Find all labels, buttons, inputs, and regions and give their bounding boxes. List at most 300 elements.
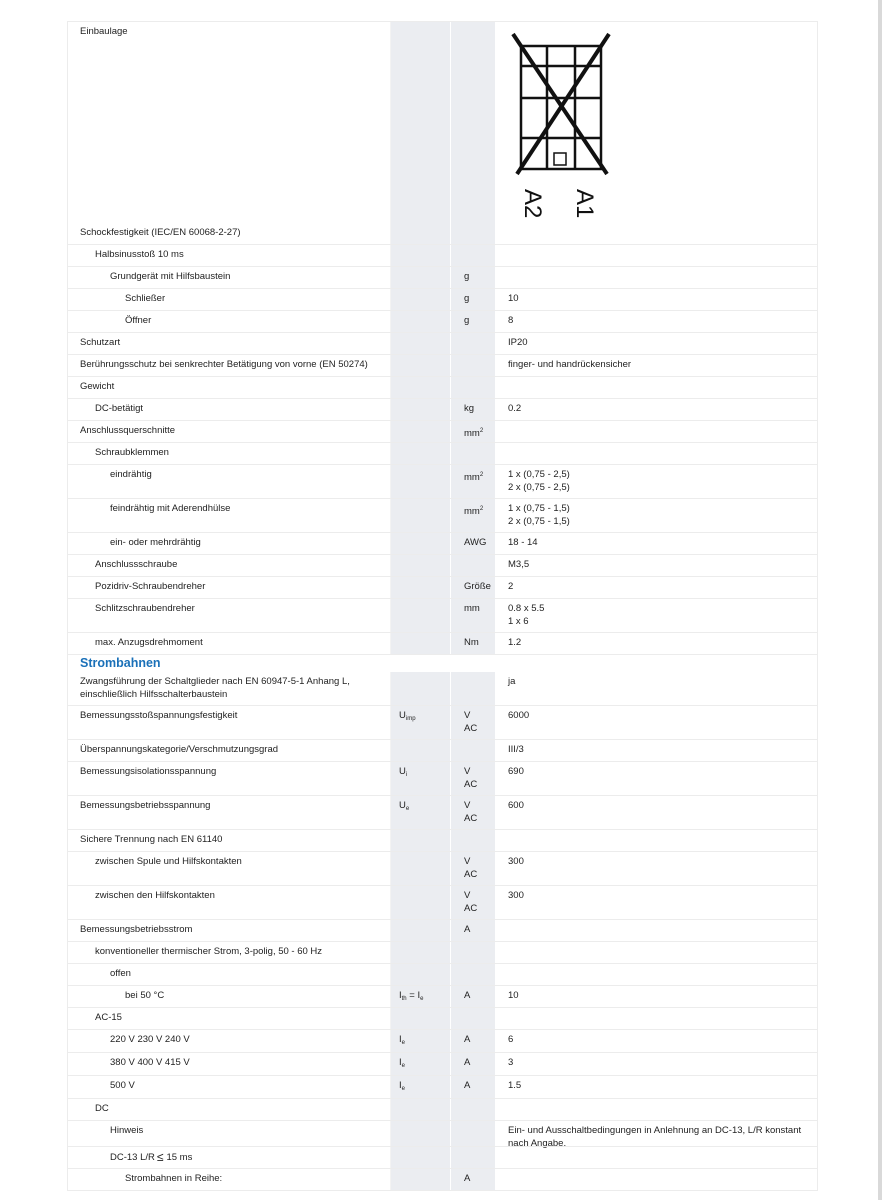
value-cell	[495, 355, 817, 376]
row-label-cell	[68, 599, 390, 632]
row-label-cell	[68, 333, 390, 354]
symbol-cell	[390, 245, 450, 266]
value-cell	[495, 920, 817, 941]
row-label-cell	[68, 1099, 390, 1120]
table-row	[68, 464, 817, 498]
unit-line-2: AC	[464, 722, 478, 734]
table-row	[68, 598, 817, 632]
unit-cell	[450, 289, 495, 310]
value: 6	[508, 1034, 514, 1045]
unit-cell	[450, 443, 495, 464]
symbol-cell	[390, 465, 450, 498]
value-line-2: 2 x (0,75 - 2,5)	[508, 481, 570, 493]
unit-cell	[450, 223, 495, 244]
value: 600	[508, 800, 524, 811]
symbol-cell	[390, 1030, 450, 1052]
unit-cell	[450, 599, 495, 632]
row-label: feindrähtig mit Aderendhülse	[110, 503, 231, 514]
row-label-cell	[68, 465, 390, 498]
value: ja	[508, 676, 516, 687]
unit: V	[464, 800, 471, 811]
row-label: 500 V	[110, 1080, 135, 1091]
unit: mm	[464, 506, 480, 517]
unit: V	[464, 710, 471, 721]
value-cell	[495, 443, 817, 464]
table-row	[68, 1007, 817, 1029]
scrollbar-edge	[878, 0, 882, 1200]
row-label-cell	[68, 830, 390, 851]
symbol-cell	[390, 672, 450, 705]
unit: A	[464, 1057, 471, 1068]
table-row	[68, 1029, 817, 1052]
row-label-cell	[68, 1053, 390, 1075]
value: III/3	[508, 744, 524, 755]
value-cell	[495, 886, 817, 919]
table-row	[68, 1120, 817, 1149]
unit-cell	[450, 499, 495, 532]
row-label-cell	[68, 706, 390, 739]
table-row	[68, 442, 817, 464]
row-label: DC-betätigt	[95, 403, 144, 414]
symbol: U	[399, 800, 406, 811]
table-row	[68, 672, 817, 705]
row-label-cell	[68, 1147, 390, 1168]
row-label: konventioneller thermischer Strom, 3-polig, 50 - 60 Hz	[95, 946, 323, 957]
row-label-cell	[68, 762, 390, 795]
row-label: Bemessungsbetriebsspannung	[80, 800, 211, 811]
row-label-cell	[68, 555, 390, 576]
unit-cell	[450, 377, 495, 398]
row-label: Schockfestigkeit (IEC/EN 60068-2-27)	[80, 227, 241, 238]
table-row	[68, 851, 817, 885]
symbol-cell	[390, 740, 450, 761]
symbol-cell	[390, 1169, 450, 1190]
unit-cell	[450, 633, 495, 654]
row-label-continued: einschließlich Hilfsschalterbaustein	[80, 688, 228, 700]
table-row	[68, 705, 817, 739]
symbol-cell	[390, 599, 450, 632]
value: 0.2	[508, 403, 522, 414]
row-label-cell	[68, 223, 390, 244]
unit-cell	[450, 1099, 495, 1120]
unit: Größe	[464, 581, 491, 592]
row-label: 380 V 400 V 415 V	[110, 1057, 190, 1068]
row-label: eindrähtig	[110, 469, 152, 480]
value: 690	[508, 766, 524, 777]
row-label-cell	[68, 355, 390, 376]
value: finger- und handrückensicher	[508, 359, 632, 370]
row-label-suffix: 15 ms	[166, 1152, 193, 1163]
row-label: Schutzart	[80, 337, 121, 348]
value-cell	[495, 1121, 817, 1149]
coil-label-a1: A1	[571, 189, 598, 219]
symbol: I	[399, 1080, 402, 1091]
row-label-cell	[68, 577, 390, 598]
unit-cell	[450, 964, 495, 985]
unit: Nm	[464, 637, 479, 648]
value-cell	[495, 421, 817, 442]
row-label-cell	[68, 499, 390, 532]
value-cell	[495, 223, 817, 244]
row-label-cell	[68, 267, 390, 288]
value-cell	[495, 1147, 817, 1168]
value-cell	[495, 333, 817, 354]
symbol-subscript-2: e	[420, 996, 424, 1002]
value-cell	[495, 964, 817, 985]
mounting-position-diagram	[495, 26, 615, 222]
unit-cell	[450, 333, 495, 354]
coil-label-a2: A2	[519, 189, 546, 219]
value-cell	[495, 740, 817, 761]
row-label: Hinweis	[110, 1125, 144, 1136]
table-row	[68, 739, 817, 761]
table-row	[68, 1168, 817, 1190]
unit-cell	[450, 920, 495, 941]
symbol-subscript: imp	[405, 716, 416, 722]
symbol-cell	[390, 886, 450, 919]
value-cell	[495, 1030, 817, 1052]
symbol-cell	[390, 942, 450, 963]
table-row	[68, 266, 817, 288]
row-label: Halbsinusstoß 10 ms	[95, 249, 184, 260]
row-label-cell	[68, 421, 390, 442]
row-label-cell	[68, 986, 390, 1007]
row-label: Schraubklemmen	[95, 447, 169, 458]
value-cell	[495, 245, 817, 266]
value: 10	[508, 293, 519, 304]
unit-cell	[450, 421, 495, 442]
row-label-cell	[68, 377, 390, 398]
value-cell	[495, 377, 817, 398]
value-cell	[495, 942, 817, 963]
value-cell	[495, 577, 817, 598]
row-label-cell	[68, 1030, 390, 1052]
row-label-cell	[68, 1121, 390, 1146]
symbol-cell	[390, 499, 450, 532]
section-title: Strombahnen	[80, 656, 161, 670]
row-label: Bemessungsstoßspannungsfestigkeit	[80, 710, 238, 721]
symbol-cell	[390, 1076, 450, 1098]
symbol-cell	[390, 852, 450, 885]
value-cell	[495, 311, 817, 332]
row-label: zwischen den Hilfskontakten	[95, 890, 215, 901]
unit-cell	[450, 1121, 495, 1146]
value: 18 - 14	[508, 537, 538, 548]
value-cell	[495, 633, 817, 654]
row-label: Bemessungsbetriebsstrom	[80, 924, 193, 935]
symbol-subscript: e	[401, 1040, 405, 1046]
row-label: Anschlussschraube	[95, 559, 178, 570]
unit-cell	[450, 942, 495, 963]
row-label: Strombahnen in Reihe:	[125, 1173, 223, 1184]
unit-cell	[450, 1076, 495, 1098]
value-cell	[495, 1099, 817, 1120]
row-label-cell	[68, 964, 390, 985]
value-cell	[495, 706, 817, 739]
table-row	[68, 1098, 817, 1120]
table-row	[68, 376, 817, 398]
unit-cell	[450, 267, 495, 288]
row-label: Überspannungskategorie/Verschmutzungsgrad	[80, 744, 279, 755]
less-equal-icon: ≤	[156, 1150, 164, 1164]
unit-cell	[450, 577, 495, 598]
value-cell	[495, 399, 817, 420]
symbol-cell	[390, 577, 450, 598]
value: 10	[508, 990, 519, 1001]
symbol-subscript: e	[401, 1086, 405, 1092]
row-label-cell	[68, 289, 390, 310]
unit-cell	[450, 672, 495, 705]
row-label: Einbaulage	[80, 26, 128, 37]
symbol-cell	[390, 706, 450, 739]
value: 1 x (0,75 - 2,5)	[508, 469, 570, 480]
row-label-cell	[68, 1008, 390, 1029]
unit: mm	[464, 603, 480, 614]
value-line-2: 2 x (0,75 - 1,5)	[508, 515, 570, 527]
row-label: ein- oder mehrdrähtig	[110, 537, 201, 548]
row-label: bei 50 °C	[125, 990, 165, 1001]
symbol-cell	[390, 289, 450, 310]
row-label-cell	[68, 796, 390, 829]
value-cell	[495, 1008, 817, 1029]
unit-cell	[450, 399, 495, 420]
unit-superscript: 2	[479, 428, 484, 434]
unit-cell	[450, 533, 495, 554]
value-cell	[495, 1169, 817, 1190]
value: 1.2	[508, 637, 522, 648]
value: 3	[508, 1057, 514, 1068]
row-label: Schließer	[125, 293, 166, 304]
value-cell	[495, 533, 817, 554]
row-label-cell	[68, 1169, 390, 1190]
unit: A	[464, 924, 471, 935]
row-label-cell	[68, 740, 390, 761]
symbol-subscript: e	[405, 806, 410, 812]
row-label: Grundgerät mit Hilfsbaustein	[110, 271, 231, 282]
value-cell	[495, 852, 817, 885]
value-line-2: nach Angabe.	[508, 1137, 567, 1149]
unit-line-2: AC	[464, 778, 478, 790]
symbol-cell	[390, 377, 450, 398]
unit-cell	[450, 740, 495, 761]
symbol-cell	[390, 533, 450, 554]
symbol-cell	[390, 1008, 450, 1029]
value: M3,5	[508, 559, 530, 570]
mounting-position-drawing	[495, 22, 817, 223]
symbol-equals: = I	[406, 990, 421, 1001]
symbol-cell	[390, 355, 450, 376]
row-label: Anschlussquerschnitte	[80, 425, 176, 436]
unit: kg	[464, 403, 475, 414]
symbol-cell	[390, 796, 450, 829]
unit-line-2: AC	[464, 868, 478, 880]
value: 8	[508, 315, 514, 326]
unit-cell	[450, 852, 495, 885]
table-row	[68, 223, 817, 244]
row-label: Pozidriv-Schraubendreher	[95, 581, 206, 592]
symbol-cell	[390, 443, 450, 464]
table-row	[68, 576, 817, 598]
value-cell	[495, 555, 817, 576]
value: IP20	[508, 337, 528, 348]
symbol-subscript: th	[401, 996, 407, 1002]
mounting-row	[68, 22, 817, 223]
symbol-cell	[390, 1147, 450, 1168]
unit: V	[464, 766, 471, 777]
symbol-cell	[390, 421, 450, 442]
unit-superscript: 2	[479, 472, 484, 478]
table-row	[68, 498, 817, 532]
symbol-subscript: e	[401, 1063, 405, 1069]
current-path-rows	[68, 672, 817, 1190]
unit-cell	[450, 762, 495, 795]
row-label-cell	[68, 399, 390, 420]
value: Ein- und Ausschaltbedingungen in Anlehnung an DC-13, L/R konstant	[508, 1125, 802, 1136]
unit: A	[464, 1034, 471, 1045]
table-row	[68, 1075, 817, 1098]
unit: g	[464, 293, 470, 304]
row-label-cell	[68, 533, 390, 554]
symbol-cell	[390, 1099, 450, 1120]
symbol: I	[399, 990, 402, 1001]
unit-cell	[450, 1169, 495, 1190]
row-label: Bemessungsisolationsspannung	[80, 766, 217, 777]
mechanical-rows	[68, 223, 817, 654]
row-label: DC-13 L/R	[110, 1152, 155, 1163]
value-cell	[495, 830, 817, 851]
value-cell	[495, 599, 817, 632]
unit-cell	[450, 465, 495, 498]
row-label: Berührungsschutz bei senkrechter Betätigung von vorne (EN 50274)	[80, 359, 368, 370]
value-cell	[495, 1076, 817, 1098]
table-row	[68, 398, 817, 420]
row-label-cell	[68, 942, 390, 963]
symbol-cell	[390, 964, 450, 985]
unit: V	[464, 890, 471, 901]
unit: g	[464, 315, 470, 326]
value-cell	[495, 762, 817, 795]
unit-cell	[450, 796, 495, 829]
symbol: I	[399, 1057, 402, 1068]
symbol-cell	[390, 762, 450, 795]
table-row	[68, 985, 817, 1007]
unit: g	[464, 271, 470, 282]
symbol-cell	[390, 1121, 450, 1146]
row-label: Gewicht	[80, 381, 115, 392]
unit: A	[464, 1080, 471, 1091]
unit-line-2: AC	[464, 812, 478, 824]
table-row	[68, 941, 817, 963]
symbol-cell	[390, 555, 450, 576]
row-label: Zwangsführung der Schaltglieder nach EN 60947-5-1 Anhang L,	[80, 676, 350, 687]
unit: A	[464, 1173, 471, 1184]
row-label-cell	[68, 672, 390, 705]
table-row	[68, 244, 817, 266]
unit: V	[464, 856, 471, 867]
symbol-cell	[390, 267, 450, 288]
value-cell	[495, 1053, 817, 1075]
unit-superscript: 2	[479, 506, 484, 512]
table-row	[68, 829, 817, 851]
row-label-cell	[68, 633, 390, 654]
symbol-cell	[390, 311, 450, 332]
table-row	[68, 420, 817, 442]
table-row	[68, 885, 817, 919]
value-cell	[495, 672, 817, 705]
table-row	[68, 332, 817, 354]
symbol-cell	[390, 633, 450, 654]
symbol: I	[399, 1034, 402, 1045]
value: 1 x (0,75 - 1,5)	[508, 503, 570, 514]
symbol-subscript: i	[405, 772, 408, 778]
row-label-cell	[68, 245, 390, 266]
table-row	[68, 795, 817, 829]
table-row	[68, 288, 817, 310]
value: 1.5	[508, 1080, 522, 1091]
value-cell	[495, 796, 817, 829]
table-row	[68, 963, 817, 985]
unit-cell	[450, 355, 495, 376]
row-label-cell	[68, 311, 390, 332]
row-label: max. Anzugsdrehmoment	[95, 637, 203, 648]
unit-cell	[450, 830, 495, 851]
unit-cell	[450, 245, 495, 266]
unit: A	[464, 990, 471, 1001]
symbol-cell	[390, 333, 450, 354]
value-line-2: 1 x 6	[508, 615, 529, 627]
table-row	[68, 1146, 817, 1168]
value-cell	[495, 986, 817, 1007]
row-label: 220 V 230 V 240 V	[110, 1034, 190, 1045]
symbol-cell	[390, 830, 450, 851]
row-label: Sichere Trennung nach EN 61140	[80, 834, 223, 845]
unit: mm	[464, 428, 480, 439]
unit-cell	[450, 1053, 495, 1075]
row-label: DC	[95, 1103, 109, 1114]
value: 6000	[508, 710, 530, 721]
row-label: Öffner	[125, 315, 152, 326]
symbol-cell	[390, 223, 450, 244]
spec-table	[67, 21, 818, 1191]
unit-line-2: AC	[464, 902, 478, 914]
row-label-cell	[68, 443, 390, 464]
symbol: U	[399, 766, 406, 777]
table-row	[68, 1052, 817, 1075]
value: 300	[508, 890, 524, 901]
symbol-cell	[390, 1053, 450, 1075]
row-label-cell	[68, 920, 390, 941]
table-row	[68, 919, 817, 941]
value: 2	[508, 581, 514, 592]
table-row	[68, 761, 817, 795]
value-cell	[495, 465, 817, 498]
unit: AWG	[464, 537, 487, 548]
unit-cell	[450, 706, 495, 739]
unit-cell	[450, 1030, 495, 1052]
unit-cell	[450, 311, 495, 332]
symbol: U	[399, 710, 406, 721]
table-row	[68, 532, 817, 554]
unit-cell	[450, 1008, 495, 1029]
row-label-cell	[68, 1076, 390, 1098]
value-cell	[495, 499, 817, 532]
symbol-cell	[390, 986, 450, 1007]
row-label: AC-15	[95, 1012, 122, 1023]
row-label: zwischen Spule und Hilfskontakten	[95, 856, 242, 867]
symbol-cell	[390, 399, 450, 420]
unit-cell	[450, 986, 495, 1007]
table-row	[68, 354, 817, 376]
